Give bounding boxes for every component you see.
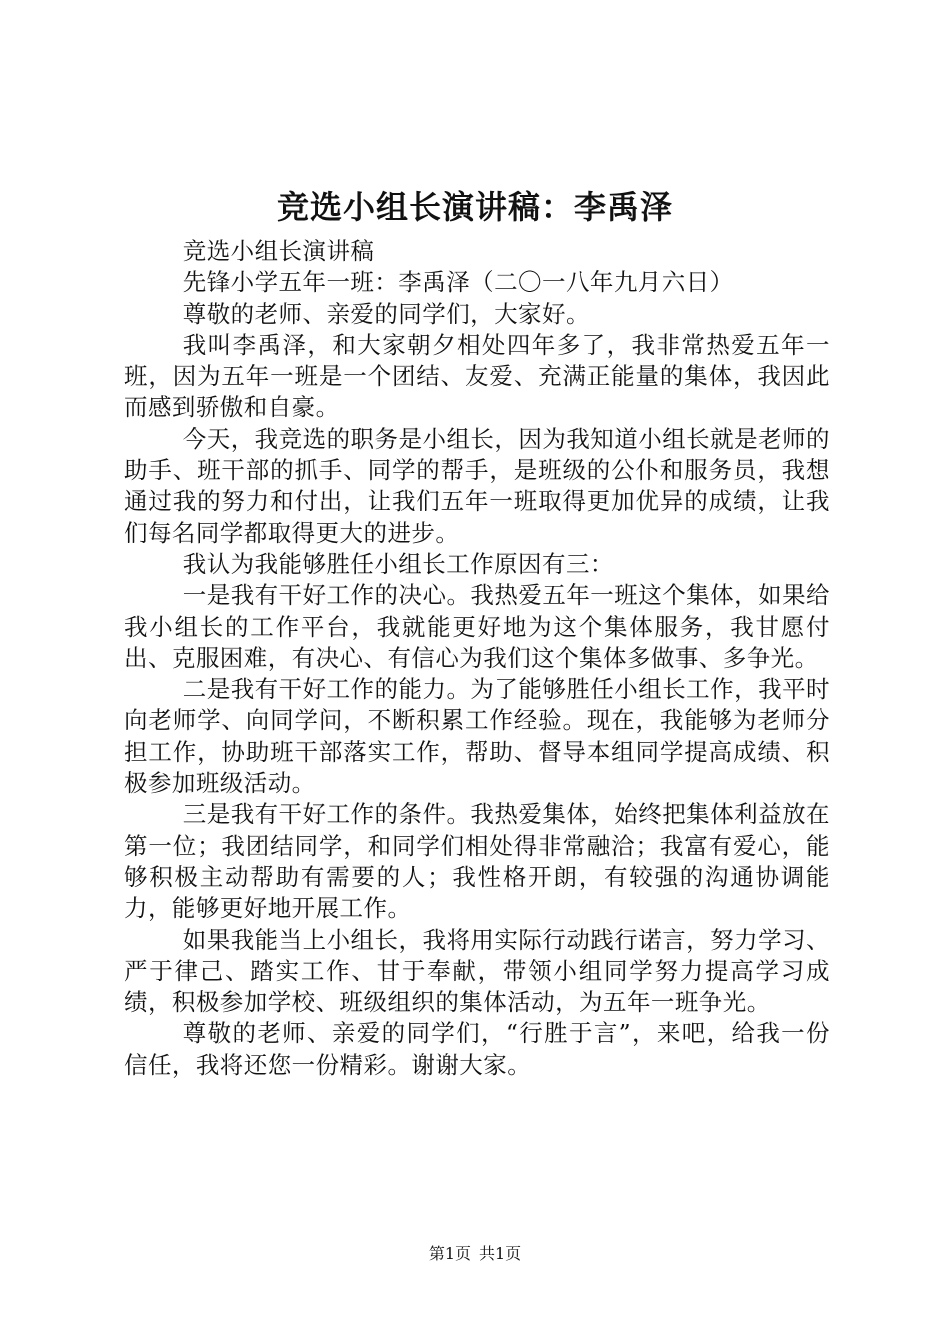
paragraph-reasons-intro: 我认为我能够胜任小组长工作原因有三： (182, 549, 614, 578)
page-total: 共1页 (479, 1244, 522, 1263)
paragraph-reason-one: 一是我有干好工作的决心。我热爱五年一班这个集体，如果给我小组长的工作平台，我就能更好地为这个集体服务，我甘愿付出、克服困难，有决心、有信心为我们这个集体多做事、多争光。 (124, 581, 830, 672)
document-body (124, 236, 830, 1081)
paragraph-closing: 尊敬的老师、亲爱的同学们，“行胜于言”，来吧，给我一份信任，我将还您一份精彩。谢谢大家。 (124, 1019, 830, 1079)
paragraph-greeting: 尊敬的老师、亲爱的同学们，大家好。 (182, 299, 590, 328)
paragraph-heading: 竞选小组长演讲稿 (182, 237, 375, 265)
paragraph-reason-two: 二是我有干好工作的能力。为了能够胜任小组长工作，我平时向老师学、向同学问，不断积累工作经验。现在，我能够为老师分担工作，协助班干部落实工作，帮助、督导本组同学提高成绩、积极参加班级活动。 (124, 675, 830, 798)
paragraph-promise: 如果我能当上小组长，我将用实际行动践行诺言，努力学习、严于律己、踏实工作、甘于奉献，带领小组同学努力提高学习成绩，积极参加学校、班级组织的集体活动，为五年一班争光。 (124, 925, 830, 1017)
page-number: 第1页 (428, 1244, 471, 1263)
document-title: 竞选小组长演讲稿：李禹泽 (276, 188, 673, 226)
paragraph-position: 今天，我竞选的职务是小组长，因为我知道小组长就是老师的助手、班干部的抓手、同学的帮手，是班级的公仆和服务员，我想通过我的努力和付出，让我们五年一班取得更加优异的成绩，让我们每名同学都取得更大的进步。 (124, 424, 830, 547)
page-footer (0, 1243, 950, 1265)
paragraph-byline: 先锋小学五年一班：李禹泽（二〇一八年九月六日） (182, 268, 734, 297)
paragraph-reason-three: 三是我有干好工作的条件。我热爱集体，始终把集体利益放在第一位；我团结同学，和同学们相处得非常融洽；我富有爱心，能够积极主动帮助有需要的人；我性格开朗，有较强的沟通协调能力，能够更好地开展工作。 (124, 800, 830, 923)
paragraph-introduction: 我叫李禹泽，和大家朝夕相处四年多了，我非常热爱五年一班，因为五年一班是一个团结、友爱、充满正能量的集体，我因此而感到骄傲和自豪。 (124, 330, 830, 422)
